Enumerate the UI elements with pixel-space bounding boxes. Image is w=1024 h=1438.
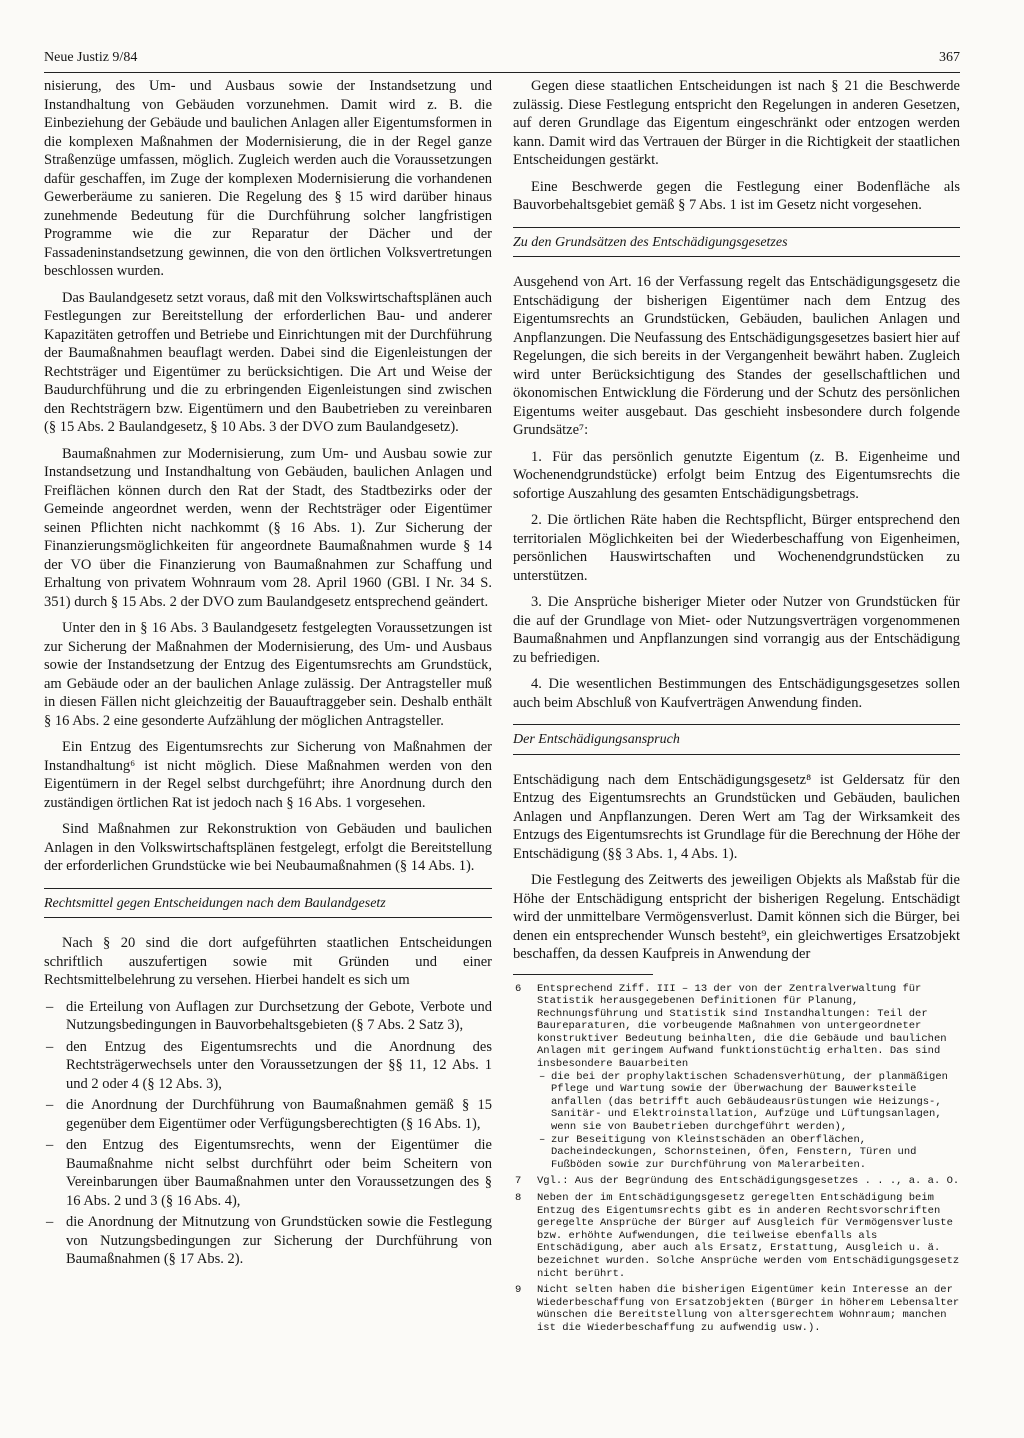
running-header [44, 50, 960, 70]
footnote [513, 1175, 960, 1188]
section-heading: Der Entschädigungsanspruch [513, 724, 960, 755]
decision-list [44, 998, 492, 1269]
body-paragraph: Gegen diese staatlichen Entscheidungen ist nach § 21 die Beschwerde zulässig. Diese Festlegung entspricht den Regelungen in anderen Gesetzen, auf deren Grundlage das Eigentum eingeschränkt oder entzogen werden kann. Damit wird das Vertrauen der Bürger in die Richtigkeit der staatlichen Entscheidungen gestärkt. [513, 78, 960, 168]
body-paragraph: Ausgehend von Art. 16 der Verfassung regelt das Entschädigungsgesetz die Entschädigung der bisherigen Eigentümer nach dem Entzug des Eigentumsrechts an Grundstücken, Gebäuden, baulichen Anlagen und Anpflanzungen. Die Neufassung des Entschädigungsgesetzes basiert hier auf Regelungen, die sich bereits in der Vergangenheit bewährt haben. Zugleich wird unter Berücksichtigung des Standes der gesellschaftlichen und ökonomischen Entwicklung die Förderung und der Schutz des persönlichen Eigentums weiter ausgebaut. Das geschieht insbesondere durch folgende Grundsätze⁷: [513, 274, 960, 438]
footnote-rule [513, 974, 653, 975]
footnote-text: Vgl.: Aus der Begründung des Entschädigungsgesetzes . . ., a. a. O. [537, 1175, 960, 1188]
left-column [44, 77, 492, 1275]
right-column [513, 77, 960, 1339]
principle-item: 4. Die wesentlichen Bestimmungen des Entschädigungsgesetzes sollen auch beim Abschluß von Kaufverträgen Anwendung finden. [513, 676, 960, 711]
principle-item: 1. Für das persönlich genutzte Eigentum (z. B. Eigenheime und Wochenendgrundstücke) erfolgt beim Entzug des Eigentumsrechts die sofortige Auszahlung des gesamten Entschädigungsbetrags. [513, 448, 960, 502]
body-paragraph: Sind Maßnahmen zur Rekonstruktion von Gebäuden und baulichen Anlagen in den Volkswirtschaftsplänen festgelegt, erfolgt die Bereitstellung der erforderlichen Grundstücke wie bei Neubaumaßnahmen (§ 14 Abs. 1). [44, 821, 492, 874]
footnote-number: 6 [515, 982, 522, 995]
footnote-text: Neben der im Entschädigungsgesetz geregelten Entschädigung beim Entzug des Eigentumsrechts gibt es in anderen Rechtsvorschriften geregelte Ansprüche der Bürger auf Ausgleich für Vermögensverluste bzw. erhöhte Aufwendungen, die teilweise ebenfalls als Entschädigung, aber auch als Ersatz, Erstattung, Ausgleich u. ä. bezeichnet wurden. Solche Ansprüche werden vom Entschädigungsgesetz nicht berührt. [537, 1192, 960, 1280]
body-paragraph: nisierung, des Um- und Ausbaus sowie der Instandsetzung und Instandhaltung von Gebäuden vorzunehmen. Damit wird z. B. die Einbeziehung der Gebäude und baulichen Anlagen aller Eigentumsformen in die komplexen Maßnahmen der Modernisierung, die in der Regel ganze Straßenzüge umfassen, möglich. Zugleich werden auch die Voraussetzungen dafür geschaffen, im Zuge der komplexen Modernisierung die vorhandenen Gewerberäume zu sanieren. Die Regelung des § 15 wird darüber hinaus zunehmende Bedeutung für die Durchführung solcher langfristigen Programme wie die zur Reparatur der Dächer und der Fassadeninstandsetzung gewinnen, die von den örtlichen Volksvertretungen beschlossen wurden. [44, 78, 492, 279]
body-paragraph: Entschädigung nach dem Entschädigungsgesetz⁸ ist Geldersatz für den Entzug des Eigentumsrechts an Grundstücken und Gebäuden, baulichen Anlagen und Anpflanzungen. Deren Wert am Tag der Wirksamkeit des Entzugs des Eigentumsrechts ist Grundlage für die Berechnung der Höhe der Entschädigung (§§ 3 Abs. 1, 4 Abs. 1). [513, 771, 960, 862]
footnote [513, 1284, 960, 1334]
body-paragraph: Das Baulandgesetz setzt voraus, daß mit den Volkswirtschaftsplänen auch Festlegungen zur Bereitstellung der erforderlichen Bau- und anderer Kapazitäten getroffen und Betriebe und Einrichtungen mit der Durchführung der Baumaßnahmen beauflagt werden. Dabei sind die Eigenleistungen der Rechtsträger und Eigentümer zu berücksichtigen. Die Art und Weise der Baudurchführung und die zu erbringenden Eigenleistungen sind zwischen den Rechtsträgern bzw. Eigentümern und den Baubetrieben zu vereinbaren (§ 15 Abs. 2 Baulandgesetz, § 10 Abs. 3 der DVO zum Baulandgesetz). [44, 289, 492, 435]
section-heading: Rechtsmittel gegen Entscheidungen nach dem Baulandgesetz [44, 888, 492, 919]
list-item: – die Erteilung von Auflagen zur Durchsetzung der Gebote, Verbote und Nutzungsbedingungen in Bauvorbehaltsgebieten (§ 7 Abs. 2 Satz 3), [44, 998, 492, 1035]
body-paragraph: Eine Beschwerde gegen die Festlegung einer Bodenfläche als Bauvorbehaltsgebiet gemäß § 7 Abs. 1 ist im Gesetz nicht vorgesehen. [513, 178, 960, 213]
footnotes [513, 983, 960, 1335]
body-paragraph: Baumaßnahmen zur Modernisierung, zum Um- und Ausbau sowie zur Instandsetzung und Instandhaltung von Gebäuden, baulichen Anlagen und Freiflächen können durch den Rat der Stadt, des Stadtbezirks oder der Gemeinde angeordnet werden, wenn der Rechtsträger oder Eigentümer seinen Pflichten nicht nachkommt (§ 16 Abs. 1). Zur Sicherung der Finanzierungsmöglichkeiten für angeordnete Baumaßnahmen wurde § 14 der VO über die Finanzierung von Baumaßnahmen zur Schaffung und Erhaltung von privatem Wohnraum vom 28. April 1960 (GBl. I Nr. 34 S. 351) durch § 15 Abs. 2 der DVO zum Baulandgesetz entsprechend geändert. [44, 445, 492, 610]
body-paragraph: Ein Entzug des Eigentumsrechts zur Sicherung von Maßnahmen der Instandhaltung⁶ ist nicht möglich. Diese Maßnahmen werden von den Eigentümern in der Regel selbst durchgeführt; ihre Anordnung durch den zuständigen örtlichen Rat ist jedoch nach § 16 Abs. 1 vorgesehen. [44, 739, 492, 811]
footnote-subitem: – zur Beseitigung von Kleinstschäden an Oberflächen, Dacheindeckungen, Schornsteinen, Öfen, Fenstern, Türen und Fußböden sowie zur Durchführung von Malerarbeiten. [537, 1134, 960, 1172]
footnote-number: 9 [515, 1284, 522, 1297]
list-item: – den Entzug des Eigentumsrechts, wenn der Eigentümer die Baumaßnahme nicht selbst durchführt oder beim Scheitern von Vereinbarungen über Baumaßnahmen unter den Voraussetzungen des § 16 Abs. 2 und 3 (§ 16 Abs. 4), [44, 1136, 492, 1210]
footnote-number: 8 [515, 1192, 522, 1204]
journal-issue: Neue Justiz 9/84 [44, 50, 138, 65]
section-heading: Zu den Grundsätzen des Entschädigungsgesetzes [513, 227, 960, 258]
footnote-text: Nicht selten haben die bisherigen Eigentümer kein Interesse an der Wiederbeschaffung von Ersatzobjekten (Bürger in höherem Lebensalter wünschen die Bereitstellung von altersgerechtem Wohnraum; manchen ist die Wiederbeschaffung zu aufwendig usw.). [537, 1284, 960, 1334]
body-paragraph: Unter den in § 16 Abs. 3 Baulandgesetz festgelegten Voraussetzungen ist zur Sicherung der Maßnahmen der Modernisierung, des Um- und Ausbaus sowie der Instandsetzung der Entzug des Eigentumsrechts am Grundstück, am Gebäude oder an der baulichen Anlage zulässig. Der Antragsteller muß in diesen Fällen nicht gleichzeitig der Bauauftraggeber sein. Deshalb enthält § 16 Abs. 2 eine gesonderte Aufzählung der möglichen Antragsteller. [44, 620, 492, 729]
body-paragraph: Nach § 20 sind die dort aufgeführten staatlichen Entscheidungen schriftlich auszufertigen sowie mit Gründen und einer Rechtsmittelbelehrung zu versehen. Hierbei handelt es sich um [44, 935, 492, 988]
body-paragraph: Die Festlegung des Zeitwerts des jeweiligen Objekts als Maßstab für die Höhe der Entschädigung entspricht der bisherigen Regelung. Entschädigt wird der unmittelbare Vermögensverlust. Damit können sich die Bürger, bei denen ein entsprechender Wunsch besteht⁹, ein gleichwertiges Ersatzobjekt beschaffen, da dessen Kaufpreis in Anwendung der [513, 872, 960, 962]
page-number: 367 [939, 50, 960, 65]
principle-item: 2. Die örtlichen Räte haben die Rechtspflicht, Bürger entsprechend den territorialen Möglichkeiten bei der Wiederbeschaffung von Eigenheimen, persönlichen Hauswirtschaften und Wochenendgrundstücken zu unterstützen. [513, 512, 960, 584]
footnote [513, 983, 960, 1172]
principle-item: 3. Die Ansprüche bisheriger Mieter oder Nutzer von Grundstücken für die auf der Grundlage von Miet- oder Nutzungsverträgen vorgenommenen Baumaßnahmen und Anpflanzungen sind vorrangig aus der Entschädigung zu befriedigen. [513, 594, 960, 666]
header-rule [44, 72, 960, 73]
footnote-number: 7 [515, 1175, 522, 1188]
list-item: – die Anordnung der Durchführung von Baumaßnahmen gemäß § 15 gegenüber dem Eigentümer oder Verfügungsberechtigten (§ 16 Abs. 1), [44, 1096, 492, 1133]
footnote [513, 1192, 960, 1280]
list-item: – den Entzug des Eigentumsrechts und die Anordnung des Rechtsträgerwechsels unter den Voraussetzungen der §§ 11, 12 Abs. 1 und 2 oder 4 (§ 12 Abs. 3), [44, 1038, 492, 1094]
list-item: – die Anordnung der Mitnutzung von Grundstücken sowie die Festlegung von Nutzungsbedingungen zur Sicherung der Durchführung von Baumaßnahmen (§ 17 Abs. 2). [44, 1213, 492, 1269]
footnote-subitem: – die bei der prophylaktischen Schadensverhütung, der planmäßigen Pflege und Wartung sowie der Überwachung der Bauwerksteile anfallen (das betrifft auch Gebäudeausrüstungen wie Heizungs-, Sanitär- und Elektroinstallation, Aufzüge und Lüftungsanlagen, wenn sie von Baubetrieben durchgeführt werden), [537, 1071, 960, 1134]
footnote-text: Entsprechend Ziff. III – 13 der von der Zentralverwaltung für Statistik herausgegebenen Definitionen für Planung, Rechnungsführung und Statistik sind Instandhaltungen: Teil der Baureparaturen, die vorbeugende Maßnahmen von untergeordneter konstruktiver Bedeutung beinhalten, die die Gebäude und baulichen Anlagen mit geringem Aufwand funktionstüchtig erhalten. Das sind insbesondere Bauarbeiten [537, 982, 947, 1071]
